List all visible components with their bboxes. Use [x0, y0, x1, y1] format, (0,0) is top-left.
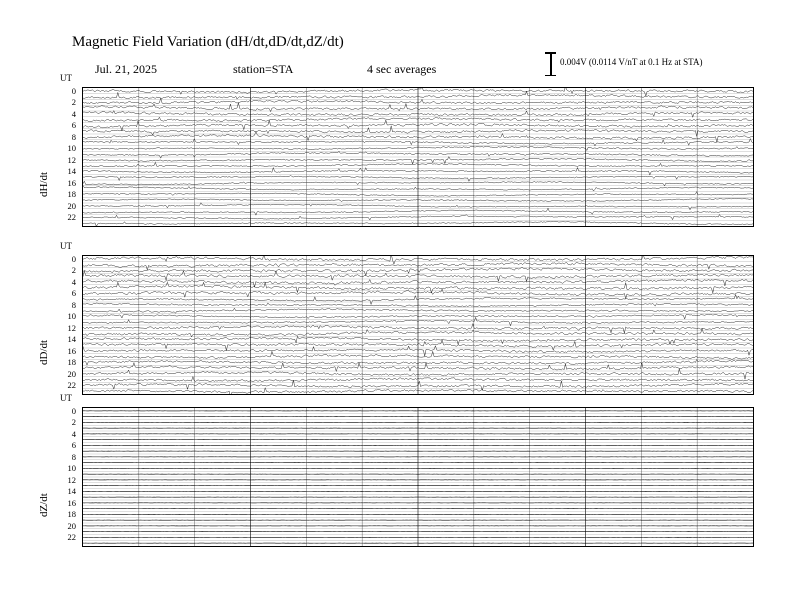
y-tick-label: 0	[71, 85, 76, 96]
panel-dddt	[38, 241, 754, 395]
plot-area-dhdt	[82, 87, 754, 227]
y-tick-label: 14	[67, 486, 76, 497]
y-tick-label: 10	[67, 311, 76, 322]
y-tick-label: 20	[67, 368, 76, 379]
y-tick-label: 14	[67, 334, 76, 345]
y-tick-label: 14	[67, 166, 76, 177]
y-tick-label: 8	[71, 299, 76, 310]
y-tick-label: 18	[67, 509, 76, 520]
y-tick-label: 16	[67, 497, 76, 508]
y-tick-label: 2	[71, 265, 76, 276]
y-tick-label: 22	[67, 532, 76, 543]
y-tick-label: 16	[67, 345, 76, 356]
y-tick-label: 16	[67, 177, 76, 188]
y-tick-label: 20	[67, 200, 76, 211]
y-tick-label: 20	[67, 520, 76, 531]
y-tick-label: 12	[67, 322, 76, 333]
y-tick-label: 10	[67, 143, 76, 154]
traces-dzdt	[83, 408, 753, 546]
traces-dddt	[83, 256, 753, 394]
y-tick-label: 8	[71, 131, 76, 142]
ut-label-dddt: UT	[60, 241, 72, 251]
y-tick-label: 12	[67, 474, 76, 485]
y-tick-label: 2	[71, 97, 76, 108]
plot-area-dzdt	[82, 407, 754, 547]
ut-label-dhdt: UT	[60, 73, 72, 83]
ut-label-dzdt: UT	[60, 393, 72, 403]
traces-dhdt	[83, 88, 753, 226]
scale-bar-icon	[543, 52, 559, 76]
scale-bar-label: 0.004V (0.0114 V/nT at 0.1 Hz at STA)	[560, 57, 703, 67]
panel-dzdt	[38, 393, 754, 547]
y-tick-label: 4	[71, 276, 76, 287]
y-tick-label: 22	[67, 212, 76, 223]
y-tick-label: 18	[67, 189, 76, 200]
axis-title-dhdt: dH/dt	[38, 171, 50, 197]
y-tick-label: 0	[71, 405, 76, 416]
y-tick-label: 22	[67, 380, 76, 391]
y-tick-label: 6	[71, 120, 76, 131]
plot-area-dddt	[82, 255, 754, 395]
chart-date: Jul. 21, 2025	[95, 62, 158, 76]
panel-dhdt	[38, 73, 754, 227]
axis-title-dddt: dD/dt	[38, 339, 50, 365]
y-tick-label: 10	[67, 463, 76, 474]
chart-averaging: 4 sec averages	[367, 62, 437, 76]
axis-title-dzdt: dZ/dt	[38, 493, 50, 517]
y-tick-label: 12	[67, 154, 76, 165]
y-tick-label: 6	[71, 440, 76, 451]
chart-station: station=STA	[233, 62, 294, 76]
y-tick-label: 8	[71, 451, 76, 462]
y-tick-label: 2	[71, 417, 76, 428]
y-tick-label: 4	[71, 108, 76, 119]
y-tick-label: 4	[71, 428, 76, 439]
y-tick-label: 6	[71, 288, 76, 299]
y-tick-label: 18	[67, 357, 76, 368]
page-title: Magnetic Field Variation (dH/dt,dD/dt,dZ/dt)	[72, 34, 344, 50]
y-tick-label: 0	[71, 253, 76, 264]
